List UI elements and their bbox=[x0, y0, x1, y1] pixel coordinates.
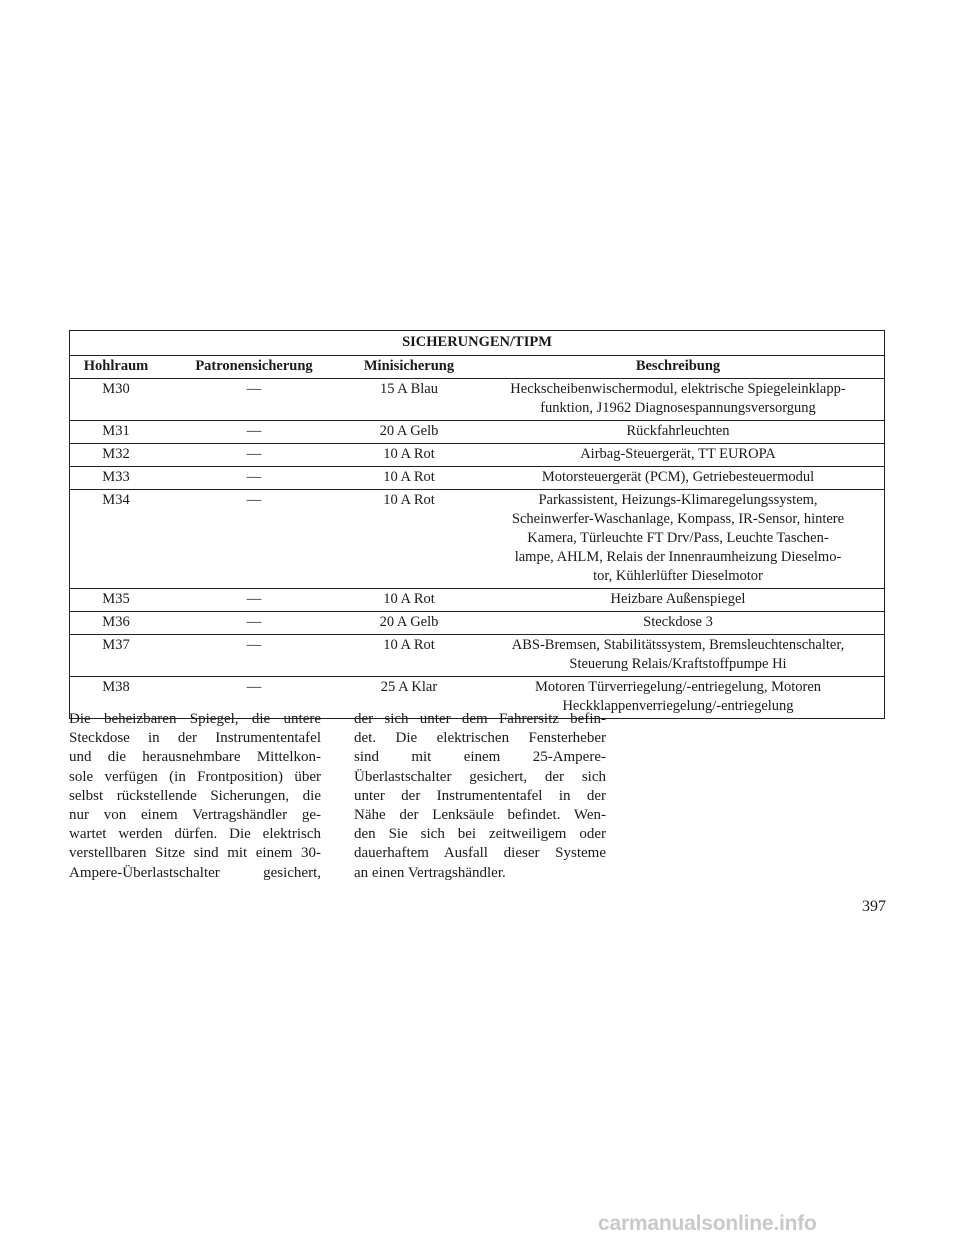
body-text-line: wartet werden dürfen. Die elektrisch bbox=[69, 826, 321, 843]
cell-mini-fuse: 10 A Rot bbox=[346, 444, 472, 467]
table-header-row bbox=[70, 356, 885, 379]
cell-description bbox=[472, 421, 885, 444]
cell-cavity: M37 bbox=[70, 635, 163, 677]
cell-mini-fuse: 25 A Klar bbox=[346, 677, 472, 719]
table-row bbox=[70, 379, 885, 421]
cell-mini-fuse: 10 A Rot bbox=[346, 589, 472, 612]
description-line: Airbag-Steuergerät, TT EUROPA bbox=[580, 446, 776, 462]
body-text-line: nur von einem Vertragshändler ge- bbox=[69, 807, 321, 824]
body-text-line: und die herausnehmbare Mittelkon- bbox=[69, 749, 321, 766]
cell-cartridge-fuse: — bbox=[162, 589, 346, 612]
cell-mini-fuse: 20 A Gelb bbox=[346, 421, 472, 444]
cell-description bbox=[472, 612, 885, 635]
description-line: Heizbare Außenspiegel bbox=[610, 591, 746, 607]
header-cavity: Hohlraum bbox=[70, 356, 163, 379]
description-line: Parkassistent, Heizungs-Klimaregelungssystem, bbox=[538, 492, 818, 508]
table-title-row bbox=[70, 331, 885, 356]
cell-cartridge-fuse: — bbox=[162, 677, 346, 719]
body-text-right-column bbox=[354, 710, 606, 883]
body-text-line: dauerhaftem Ausfall dieser Systeme bbox=[354, 845, 606, 862]
cell-cavity: M31 bbox=[70, 421, 163, 444]
body-text-line: Steckdose in der Instrumententafel bbox=[69, 730, 321, 747]
cell-description bbox=[472, 379, 885, 421]
cell-description bbox=[472, 467, 885, 490]
cell-cavity: M32 bbox=[70, 444, 163, 467]
body-text-line: verstellbaren Sitze sind mit einem 30- bbox=[69, 845, 321, 862]
cell-cavity: M38 bbox=[70, 677, 163, 719]
cell-mini-fuse: 10 A Rot bbox=[346, 490, 472, 589]
header-cartridge-fuse: Patronensicherung bbox=[162, 356, 346, 379]
description-line: Steckdose 3 bbox=[643, 614, 713, 630]
cell-cavity: M30 bbox=[70, 379, 163, 421]
cell-cartridge-fuse: — bbox=[162, 444, 346, 467]
description-line: Heckklappenverriegelung/-entriegelung bbox=[562, 698, 794, 714]
body-text-line: selbst rückstellende Sicherungen, die bbox=[69, 787, 321, 804]
cell-cartridge-fuse: — bbox=[162, 421, 346, 444]
description-line: Steuerung Relais/Kraftstoffpumpe Hi bbox=[569, 656, 787, 672]
body-text-line: Die beheizbaren Spiegel, die untere bbox=[69, 711, 321, 727]
table-row bbox=[70, 635, 885, 677]
description-line: Heckscheibenwischermodul, elektrische Spiegeleinklapp- bbox=[510, 381, 846, 397]
cell-description bbox=[472, 444, 885, 467]
cell-cavity: M33 bbox=[70, 467, 163, 490]
cell-mini-fuse: 20 A Gelb bbox=[346, 612, 472, 635]
description-line: ABS-Bremsen, Stabilitätssystem, Bremsleuchtenschalter, bbox=[511, 637, 845, 653]
table-title: SICHERUNGEN/TIPM bbox=[70, 331, 885, 356]
body-text-line: det. Die elektrischen Fensterheber bbox=[354, 730, 606, 747]
description-line: Motoren Türverriegelung/-entriegelung, Motoren bbox=[534, 679, 822, 695]
fuse-table bbox=[69, 330, 885, 719]
body-text-line: Ampere-Überlastschalter gesichert, bbox=[69, 864, 321, 881]
table-row bbox=[70, 421, 885, 444]
table-body bbox=[70, 379, 885, 719]
description-line: Rückfahrleuchten bbox=[626, 423, 730, 439]
cell-cartridge-fuse: — bbox=[162, 379, 346, 421]
cell-cartridge-fuse: — bbox=[162, 635, 346, 677]
table-row bbox=[70, 589, 885, 612]
cell-mini-fuse: 10 A Rot bbox=[346, 635, 472, 677]
cell-mini-fuse: 15 A Blau bbox=[346, 379, 472, 421]
description-line: tor, Kühlerlüfter Dieselmotor bbox=[593, 568, 763, 584]
cell-cavity: M34 bbox=[70, 490, 163, 589]
body-text-line: Nähe der Lenksäule befindet. Wen- bbox=[354, 807, 606, 824]
cell-cartridge-fuse: — bbox=[162, 612, 346, 635]
page-number: 397 bbox=[862, 898, 886, 915]
header-mini-fuse: Minisicherung bbox=[346, 356, 472, 379]
table-row bbox=[70, 467, 885, 490]
description-line: Kamera, Türleuchte FT Drv/Pass, Leuchte Taschen- bbox=[527, 530, 829, 546]
cell-description bbox=[472, 635, 885, 677]
cell-cartridge-fuse: — bbox=[162, 467, 346, 490]
description-line: Motorsteuergerät (PCM), Getriebesteuermodul bbox=[541, 469, 815, 485]
table-row bbox=[70, 612, 885, 635]
footer-watermark: carmanualsonline.info bbox=[598, 1212, 817, 1235]
cell-cartridge-fuse: — bbox=[162, 490, 346, 589]
cell-description bbox=[472, 589, 885, 612]
body-text-line: der sich unter dem Fahrersitz befin- bbox=[354, 711, 606, 727]
cell-mini-fuse: 10 A Rot bbox=[346, 467, 472, 490]
body-text-left-column bbox=[69, 710, 321, 883]
table-row bbox=[70, 444, 885, 467]
header-description: Beschreibung bbox=[472, 356, 885, 379]
body-text-line: sind mit einem 25-Ampere- bbox=[354, 749, 606, 766]
body-text-line: den Sie sich bei zeitweiligem oder bbox=[354, 826, 606, 843]
cell-cavity: M35 bbox=[70, 589, 163, 612]
description-line: lampe, AHLM, Relais der Innenraumheizung Dieselmo- bbox=[514, 549, 842, 565]
body-text-line: Überlastschalter gesichert, der sich bbox=[354, 768, 606, 785]
description-line: funktion, J1962 Diagnosespannungsversorgung bbox=[540, 400, 816, 416]
body-text-line: unter der Instrumententafel in der bbox=[354, 787, 606, 804]
description-line: Scheinwerfer-Waschanlage, Kompass, IR-Sensor, hintere bbox=[511, 511, 845, 527]
body-text-line: sole verfügen (in Frontposition) über bbox=[69, 768, 321, 785]
body-text-line: an einen Vertragshändler. bbox=[354, 864, 506, 881]
cell-description bbox=[472, 490, 885, 589]
cell-cavity: M36 bbox=[70, 612, 163, 635]
table-row bbox=[70, 490, 885, 589]
